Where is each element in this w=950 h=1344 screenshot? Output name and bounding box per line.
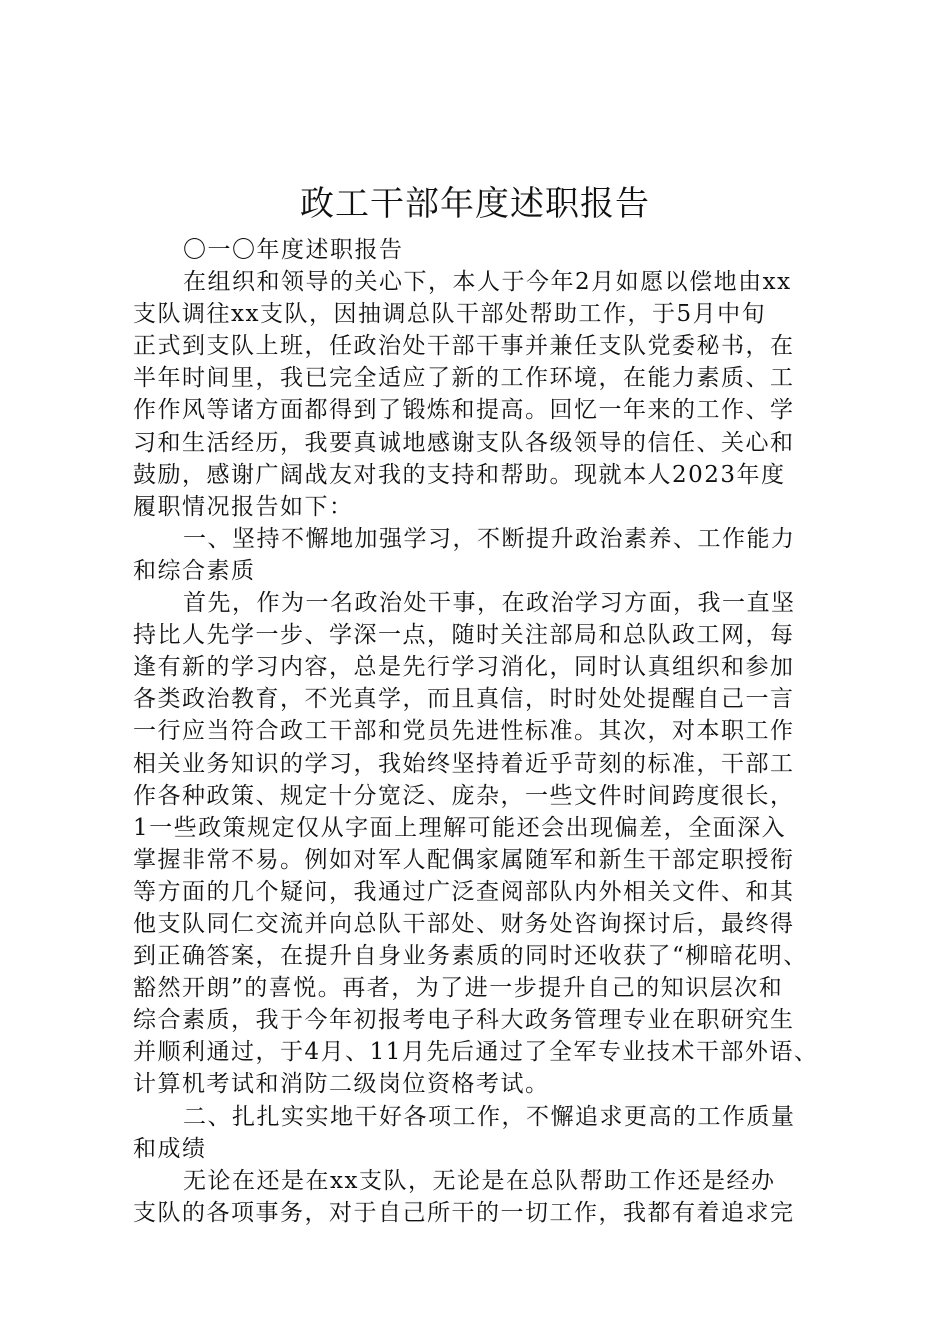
- text-line: 无论在还是在xx支队，无论是在总队帮助工作还是经办: [183, 1167, 776, 1194]
- text-line: 作作风等诸方面都得到了锻炼和提高。回忆一年来的工作、学: [133, 397, 795, 424]
- text-line: 支队调往xx支队，因抽调总队干部处帮助工作，于5月中旬: [133, 301, 767, 328]
- text-line: 半年时间里，我已完全适应了新的工作环境，在能力素质、工: [133, 365, 795, 392]
- text-line: 支队的各项事务，对于自己所干的一切工作，我都有着追求完: [133, 1199, 795, 1226]
- text-line: 习和生活经历，我要真诚地感谢支队各级领导的信任、关心和: [133, 429, 795, 456]
- text-line: 〇一〇年度述职报告: [183, 237, 404, 263]
- text-line: 履职情况报告如下：: [133, 493, 354, 520]
- text-line: 掌握非常不易。例如对军人配偶家属随军和新生干部定职授衔: [133, 846, 795, 873]
- text-line: 正式到支队上班，任政治处干部干事并兼任支队党委秘书，在: [133, 333, 795, 360]
- document-body: [133, 234, 843, 1229]
- text-line: 在组织和领导的关心下，本人于今年2月如愿以偿地由xx: [183, 269, 792, 296]
- text-line: 等方面的几个疑问，我通过广泛查阅部队内外相关文件、和其: [133, 878, 795, 905]
- text-line: 首先，作为一名政治处干事，在政治学习方面，我一直坚: [183, 590, 796, 617]
- text-line: 到正确答案，在提升自身业务素质的同时还收获了“柳暗花明、: [133, 943, 808, 970]
- text-line: 他支队同仁交流并向总队干部处、财务处咨询探讨后，最终得: [133, 910, 795, 937]
- text-line: 持比人先学一步、学深一点，随时关注部局和总队政工网，每: [133, 622, 795, 649]
- text-line: 逢有新的学习内容，总是先行学习消化，同时认真组织和参加: [133, 654, 795, 681]
- text-line: 一行应当符合政工干部和党员先进性标准。其次，对本职工作: [133, 718, 795, 745]
- text-line: 计算机考试和消防二级岗位资格考试。: [133, 1071, 550, 1098]
- text-line: 作各种政策、规定十分宽泛、庞杂，一些文件时间跨度很长，: [133, 782, 795, 809]
- section-heading-line: 二、扎扎实实地干好各项工作，不懈追求更高的工作质量: [183, 1103, 796, 1130]
- text-line: 并顺利通过，于4月、11月先后通过了全军专业技术干部外语、: [133, 1039, 819, 1066]
- section-heading-line: 和综合素质: [133, 557, 256, 584]
- section-heading-line: 和成绩: [133, 1135, 207, 1162]
- text-line: 各类政治教育，不光真学，而且真信，时时处处提醒自己一言: [133, 686, 795, 713]
- text-line: 相关业务知识的学习，我始终坚持着近乎苛刻的标准，干部工: [133, 750, 795, 777]
- text-line: 鼓励，感谢广阔战友对我的支持和帮助。现就本人2023年度: [133, 461, 786, 488]
- text-line: 豁然开朗”的喜悦。再者，为了进一步提升自己的知识层次和: [133, 975, 784, 1002]
- text-line: 综合素质，我于今年初报考电子科大政务管理专业在职研究生: [133, 1007, 795, 1034]
- section-heading-line: 一、坚持不懈地加强学习，不断提升政治素养、工作能力: [183, 525, 796, 552]
- document-title: 政工干部年度述职报告: [300, 184, 650, 224]
- text-line: 1一些政策规定仅从字面上理解可能还会出现偏差，全面深入: [133, 814, 787, 841]
